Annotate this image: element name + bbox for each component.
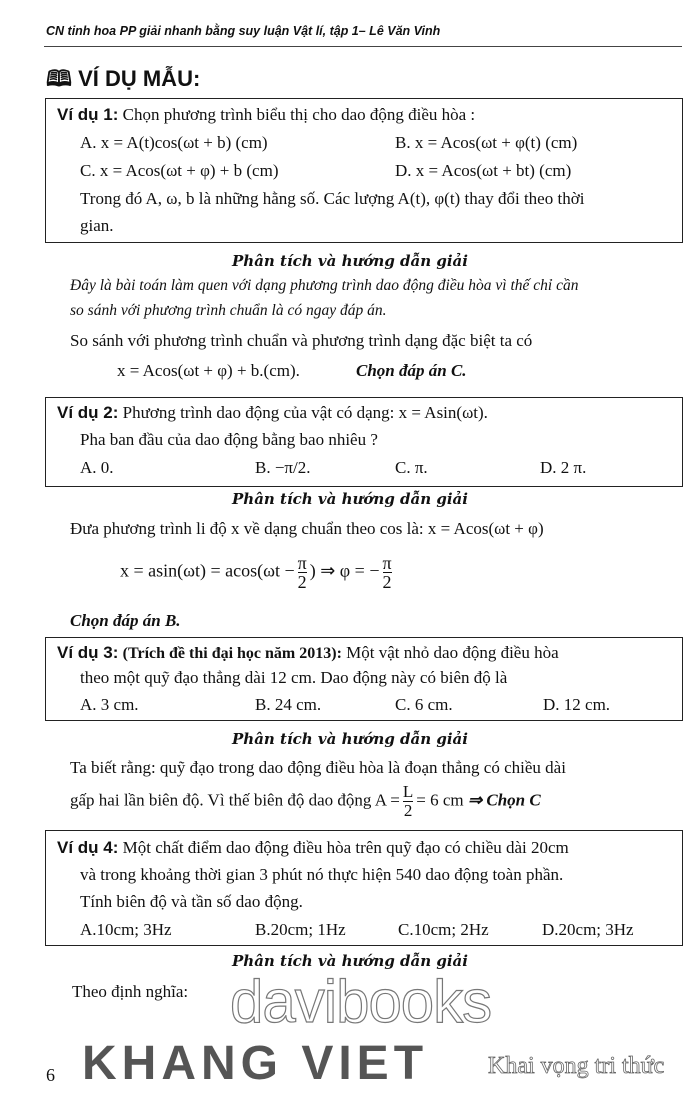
example-4-question: Ví dụ 4: Một chất điểm dao động điều hòa trên quỹ đạo có chiều dài 20cm: [57, 838, 569, 857]
option-c: C. x = Acos(ωt + φ) + b (cm): [80, 161, 279, 180]
example-2-question: Ví dụ 2: Phương trình dao động của vật có dạng: x = Asin(ωt).: [57, 403, 488, 422]
open-book-icon: 🕮: [46, 66, 79, 91]
solution-formula: x = asin(ωt) = acos(ωt − $\frac{\pi}{2}$ ) ⇒ φ = − $\frac{\pi}{2}$: [120, 553, 392, 592]
answer: Chọn đáp án C.: [356, 361, 467, 380]
option-a: A. 0.: [80, 458, 114, 477]
solution-heading: Phân tích và hướng dẫn giải: [232, 952, 468, 970]
page-number: 6: [46, 1065, 55, 1085]
option-b: B. −π/2.: [255, 458, 311, 477]
option-c: C. 6 cm.: [395, 695, 453, 714]
solution-text: gấp hai lần biên độ. Vì thế biên độ dao động A = $\frac{L}{2}$ = 6 cm ⇒ Chọn C: [70, 782, 541, 820]
solution-heading: Phân tích và hướng dẫn giải: [232, 730, 468, 748]
option-d: D.20cm; 3Hz: [542, 920, 634, 939]
option-d: D. x = Acos(ωt + bt) (cm): [395, 161, 572, 180]
header-rule: [44, 46, 682, 47]
solution-formula: x = Acos(ωt + φ) + b.(cm).: [117, 361, 300, 380]
note: gian.: [80, 216, 114, 235]
option-b: B. 24 cm.: [255, 695, 322, 714]
question-text: Tính biên độ và tần số dao động.: [80, 892, 303, 911]
option-d: D. 2 π.: [540, 458, 587, 477]
option-a: A. 3 cm.: [80, 695, 139, 714]
solution-text: so sánh với phương trình chuẩn là có ngay đáp án.: [70, 302, 387, 319]
solution-text: Đây là bài toán làm quen với dạng phương trình dao động điều hòa vì thế chỉ cần: [70, 277, 579, 294]
answer: Chọn đáp án B.: [70, 611, 181, 630]
option-b: B.20cm; 1Hz: [255, 920, 346, 939]
option-c: C.10cm; 2Hz: [398, 920, 489, 939]
watermark-khang-viet: KHANG VIET: [82, 1037, 429, 1090]
option-b: B. x = Acos(ωt + φ(t) (cm): [395, 133, 578, 152]
option-a: A.10cm; 3Hz: [80, 920, 172, 939]
option-d: D. 12 cm.: [543, 695, 611, 714]
watermark-davibooks: davibooks: [230, 968, 492, 1035]
solution-text: Đưa phương trình li độ x về dạng chuẩn theo cos là: x = Acos(ωt + φ): [70, 519, 544, 538]
option-a: A. x = A(t)cos(ωt + b) (cm): [80, 133, 268, 152]
option-c: C. π.: [395, 458, 428, 477]
question-text: theo một quỹ đạo thẳng dài 12 cm. Dao động này có biên độ là: [80, 668, 508, 687]
solution-text: So sánh với phương trình chuẩn và phương trình dạng đặc biệt ta có: [70, 331, 533, 350]
solution-text: Ta biết rằng: quỹ đạo trong dao động điều hòa là đoạn thẳng có chiều dài: [70, 758, 566, 777]
section-title: 🕮 VÍ DỤ MẪU:: [46, 66, 201, 91]
solution-heading: Phân tích và hướng dẫn giải: [232, 252, 468, 270]
question-text: Pha ban đầu của dao động bằng bao nhiêu ?: [80, 430, 378, 449]
solution-text: Theo định nghĩa:: [72, 982, 189, 1001]
question-text: và trong khoảng thời gian 3 phút nó thực hiện 540 dao động toàn phần.: [80, 865, 564, 884]
example-1-question: Ví dụ 1: Chọn phương trình biểu thị cho dao động điều hòa :: [57, 105, 476, 124]
note: Trong đó A, ω, b là những hằng số. Các lượng A(t), φ(t) thay đổi theo thời: [80, 189, 585, 208]
example-3-question: Ví dụ 3: (Trích đề thi đại học năm 2013): Một vật nhỏ dao động điều hòa: [57, 643, 559, 662]
running-header: CN tinh hoa PP giải nhanh bằng suy luận Vật lí, tập 1– Lê Văn Vinh: [46, 24, 441, 38]
solution-heading: Phân tích và hướng dẫn giải: [232, 490, 468, 508]
watermark-tagline: Khai vọng tri thức: [488, 1053, 665, 1079]
